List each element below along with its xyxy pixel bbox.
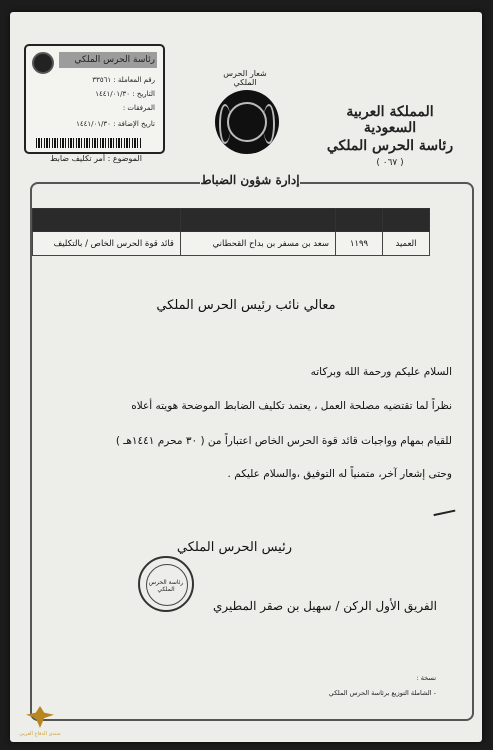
content-frame: [30, 182, 474, 721]
table-header-cell: [383, 209, 430, 232]
stamp-emblem-icon: [32, 52, 54, 74]
closing-line: وحتى إشعار آخر، متمنياً له التوفيق ،والسلام عليكم .: [227, 468, 452, 480]
stamp-date-value: ١٤٤١/٠١/٣٠: [95, 90, 130, 98]
table-row: [33, 232, 430, 256]
official-seal: [138, 556, 194, 612]
number-cell: ١١٩٩: [336, 232, 383, 256]
stamp-print-row: [76, 120, 155, 128]
stamp-ref-label: رقم المعاملة :: [113, 76, 155, 84]
position-cell: قائد قوة الحرس الخاص / بالتكليف: [33, 232, 181, 256]
table-header-cell: [33, 209, 181, 232]
eagle-logo-icon: [26, 706, 54, 728]
table-header-row: [33, 209, 430, 232]
emblem-inner-circle: [227, 102, 267, 142]
signature-title: رئيس الحرس الملكي: [176, 540, 292, 555]
forum-watermark: [4, 704, 76, 746]
distribution-line: - الشاملة التوزيع برئاسة الحرس الملكي: [328, 689, 436, 697]
greeting: السلام عليكم ورحمة الله وبركاته: [310, 366, 452, 378]
subject-line: الموضوع : أمر تكليف ضابط: [50, 154, 142, 163]
signatory-name: الفريق الأول الركن / سهيل بن صقر المطيري: [213, 599, 437, 613]
seal-text: رئاسة الحرس الملكي: [148, 579, 184, 593]
incoming-stamp: [24, 44, 165, 154]
stamp-date-label: التاريخ :: [132, 90, 155, 98]
department-title: إدارة شؤون الضباط: [200, 173, 300, 187]
stamp-print-value: ١٤٤١/٠١/٣٠: [76, 120, 111, 128]
stamp-date-row: [95, 90, 155, 98]
watermark-text: منتدى الدفاع العربي: [19, 731, 61, 737]
rank-cell: العميد: [383, 232, 430, 256]
stamp-header: رئاسة الحرس الملكي: [59, 52, 157, 68]
addressee: معالي نائب رئيس الحرس الملكي: [156, 298, 336, 313]
table-header-cell: [181, 209, 336, 232]
stamp-ref-row: [92, 76, 155, 84]
presidency-name: رئاسة الحرس الملكي: [326, 138, 454, 154]
body-line-1: نظراً لما تقتضيه مصلحة العمل ، يعتمد تكليف الضابط الموضحة هويته أعلاه: [131, 400, 452, 412]
stamp-ref-value: ٣٣٥٦١: [92, 76, 112, 84]
document-page: [10, 12, 482, 742]
stamp-attachments: المرفقات :: [122, 104, 155, 112]
name-cell: سعد بن مسفر بن بداح القحطاني: [181, 232, 336, 256]
office-code: ( ٠٦٧ ): [376, 158, 404, 168]
laurel-right-icon: [263, 104, 275, 144]
letterhead: [320, 104, 460, 168]
emblem-caption: شعار الحرس الملكي: [223, 69, 267, 87]
officer-table: [32, 208, 430, 256]
copy-label: نسخة :: [416, 674, 436, 682]
royal-guard-emblem-icon: [215, 90, 279, 154]
table-header-cell: [336, 209, 383, 232]
barcode: [36, 138, 142, 148]
body-line-2: للقيام بمهام وواجبات قائد قوة الحرس الخاص اعتباراً من ( ٣٠ محرم ١٤٤١هـ ): [115, 435, 452, 447]
stamp-print-label: تاريخ الإضافة :: [113, 120, 155, 128]
kingdom-name: المملكة العربية السعودية: [346, 104, 434, 136]
